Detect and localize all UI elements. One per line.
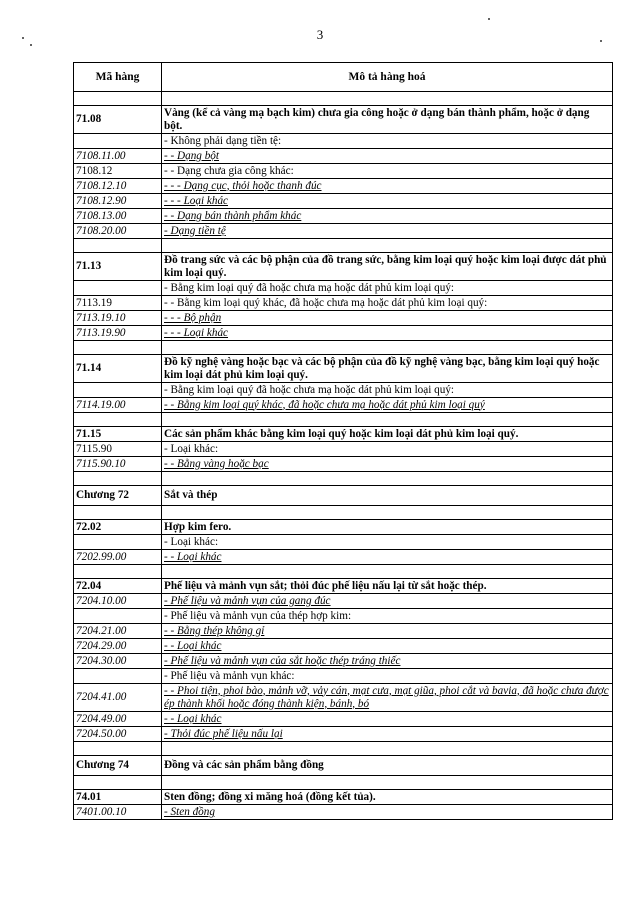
hs-code: 7113.19 (76, 296, 112, 309)
description-text: - Thỏi đúc phế liệu nấu lại (164, 727, 283, 740)
hs-code-cell (74, 805, 162, 820)
hs-code-cell (74, 194, 162, 209)
description-cell (162, 609, 613, 624)
description-text: - - - Dạng cục, thỏi hoặc thanh đúc (164, 179, 322, 192)
header-code: Mã hàng (74, 63, 162, 92)
hs-code-cell (74, 790, 162, 805)
description-cell (162, 134, 613, 149)
description-cell (162, 486, 613, 506)
table-row (74, 486, 613, 506)
hs-code-cell (74, 326, 162, 341)
hs-code-cell (74, 579, 162, 594)
table-row (74, 639, 613, 654)
description-cell (162, 179, 613, 194)
description-cell (162, 550, 613, 565)
description-text: - - Bằng kim loại quý khác, đã hoặc chưa mạ hoặc dát phủ kim loại quý (164, 398, 485, 411)
description-text: - Dạng tiền tệ (164, 224, 226, 237)
table-row (74, 149, 613, 164)
table-row (74, 712, 613, 727)
description-cell (162, 106, 613, 134)
description-cell (162, 149, 613, 164)
description-text: - - Phoi tiện, phoi bào, mảnh vỡ, vảy cán, mạt cưa, mạt giũa, phoi cắt và bavia, đã hoặc chưa được ép thành khối hoặc đóng thành kiện, bánh, bó (164, 684, 609, 710)
description-text: - - Bằng thép không gỉ (164, 624, 265, 637)
description-cell (162, 684, 613, 712)
description-text: Các sản phẩm khác bằng kim loại quý hoặc kim loại dát phủ kim loại quý. (164, 427, 519, 440)
hs-code-cell (74, 427, 162, 442)
hs-code-cell (74, 535, 162, 550)
description-cell (162, 520, 613, 535)
description-cell (162, 253, 613, 281)
hs-code: 71.13 (76, 260, 102, 272)
description-cell (162, 427, 613, 442)
description-text: - Loại khác: (164, 535, 219, 548)
hs-code: 7113.19.10 (76, 311, 126, 324)
hs-code-cell (74, 639, 162, 654)
table-row (74, 296, 613, 311)
hs-code: 74.01 (76, 790, 102, 803)
description-text: - - - Bộ phận (164, 311, 222, 324)
table-row (74, 224, 613, 239)
description-cell (162, 92, 613, 106)
tariff-body (74, 92, 613, 820)
description-cell (162, 296, 613, 311)
hs-code-cell (74, 311, 162, 326)
hs-code-cell (74, 654, 162, 669)
hs-code: 7204.29.00 (76, 639, 127, 652)
table-row (74, 669, 613, 684)
table-row (74, 209, 613, 224)
hs-code: 7204.49.00 (76, 712, 127, 725)
hs-code: 7204.21.00 (76, 624, 127, 637)
hs-code-cell (74, 413, 162, 427)
table-row (74, 594, 613, 609)
table-row (74, 520, 613, 535)
description-text: - Bằng kim loại quý đã hoặc chưa mạ hoặc dát phủ kim loại quý: (164, 281, 455, 294)
description-cell (162, 341, 613, 355)
hs-code-cell (74, 669, 162, 684)
description-text: - - Loại khác (164, 550, 222, 563)
description-cell (162, 224, 613, 239)
table-row (74, 253, 613, 281)
hs-code: 7108.12 (76, 164, 113, 177)
hs-code-cell (74, 520, 162, 535)
scan-speck (600, 40, 602, 42)
table-row (74, 311, 613, 326)
hs-code-cell (74, 106, 162, 134)
table-row (74, 326, 613, 341)
hs-code: 71.15 (76, 427, 102, 440)
table-spacer-row (74, 92, 613, 106)
hs-code-cell (74, 472, 162, 486)
hs-code-cell (74, 164, 162, 179)
description-text: Phế liệu và mảnh vụn sắt; thỏi đúc phế liệu nấu lại từ sắt hoặc thép. (164, 579, 487, 592)
description-cell (162, 239, 613, 253)
hs-code-cell (74, 281, 162, 296)
description-text: - - Loại khác (164, 639, 222, 652)
description-cell (162, 209, 613, 224)
table-row (74, 383, 613, 398)
description-text: - Bằng kim loại quý đã hoặc chưa mạ hoặc dát phủ kim loại quý: (164, 383, 455, 396)
hs-code: 7202.99.00 (76, 550, 127, 563)
description-text: - Sten đồng (164, 805, 215, 818)
hs-code-cell (74, 550, 162, 565)
hs-code-cell (74, 486, 162, 506)
description-cell (162, 398, 613, 413)
description-text: - Phế liệu và mảnh vụn của gang đúc (164, 594, 331, 607)
table-row (74, 805, 613, 820)
header-description: Mô tả hàng hoá (162, 63, 613, 92)
description-cell (162, 624, 613, 639)
hs-code: Chương 74 (76, 759, 130, 771)
description-cell (162, 594, 613, 609)
hs-code-cell (74, 776, 162, 790)
tariff-table (73, 62, 613, 820)
hs-code-cell (74, 565, 162, 579)
description-text: - Không phải dạng tiền tệ: (164, 134, 282, 147)
hs-code: 7108.13.00 (76, 209, 127, 222)
page-number: 3 (316, 27, 324, 42)
hs-code: 7108.12.10 (76, 179, 127, 192)
description-cell (162, 326, 613, 341)
description-text: - - Dạng bột (164, 149, 219, 162)
description-cell (162, 727, 613, 742)
table-spacer-row (74, 413, 613, 427)
table-row (74, 442, 613, 457)
hs-code-cell (74, 624, 162, 639)
table-row (74, 281, 613, 296)
description-text: Vàng (kể cả vàng mạ bạch kim) chưa gia công hoặc ở dạng bán thành phẩm, hoặc ở dạng bột. (164, 106, 590, 132)
hs-code: 7204.30.00 (76, 654, 127, 667)
description-cell (162, 535, 613, 550)
hs-code: Chương 72 (76, 489, 130, 501)
description-text: - Phế liệu và mảnh vụn khác: (164, 669, 295, 682)
description-cell (162, 311, 613, 326)
table-row (74, 164, 613, 179)
table-row (74, 194, 613, 209)
hs-code-cell (74, 756, 162, 776)
description-cell (162, 565, 613, 579)
description-text: - - Dạng bán thành phẩm khác (164, 209, 302, 222)
description-cell (162, 442, 613, 457)
table-spacer-row (74, 506, 613, 520)
table-spacer-row (74, 565, 613, 579)
scan-speck (22, 37, 24, 39)
hs-code: 72.02 (76, 520, 102, 533)
table-row (74, 684, 613, 712)
table-row (74, 790, 613, 805)
hs-code-cell (74, 442, 162, 457)
table-row (74, 106, 613, 134)
hs-code-cell (74, 383, 162, 398)
description-text: Đồ kỹ nghệ vàng hoặc bạc và các bộ phận của đồ kỹ nghệ vàng bạc, bằng kim loại quý hoặc kim loại dát phủ kim loại quý. (164, 355, 600, 381)
hs-code: 7108.11.00 (76, 149, 126, 162)
scan-speck (488, 18, 490, 20)
table-spacer-row (74, 239, 613, 253)
hs-code: 71.14 (76, 362, 102, 374)
description-text: Sắt và thép (164, 489, 218, 501)
description-text: - Loại khác: (164, 442, 219, 455)
table-spacer-row (74, 776, 613, 790)
description-cell (162, 355, 613, 383)
hs-code-cell (74, 609, 162, 624)
hs-code-cell (74, 239, 162, 253)
table-row (74, 398, 613, 413)
hs-code-cell (74, 355, 162, 383)
hs-code: 72.04 (76, 579, 102, 592)
hs-code-cell (74, 253, 162, 281)
hs-code: 7204.10.00 (76, 594, 127, 607)
hs-code: 7108.12.90 (76, 194, 127, 207)
hs-code-cell (74, 506, 162, 520)
description-cell (162, 164, 613, 179)
table-row (74, 427, 613, 442)
description-text: Hợp kim fero. (164, 520, 232, 533)
hs-code-cell (74, 341, 162, 355)
description-cell (162, 472, 613, 486)
description-text: - Phế liệu và mảnh vụn của sắt hoặc thép tráng thiếc (164, 654, 401, 667)
hs-code-cell (74, 224, 162, 239)
table-row (74, 654, 613, 669)
hs-code: 7401.00.10 (76, 805, 127, 818)
hs-code: 7114.19.00 (76, 398, 126, 411)
hs-code-cell (74, 594, 162, 609)
description-text: Đồ trang sức và các bộ phận của đồ trang sức, bằng kim loại quý hoặc kim loại được dát phủ kim loại quý. (164, 253, 607, 279)
description-cell (162, 756, 613, 776)
description-cell (162, 805, 613, 820)
hs-code: 7204.50.00 (76, 727, 127, 740)
description-cell (162, 639, 613, 654)
table-row (74, 550, 613, 565)
description-text: Đồng và các sản phẩm bằng đồng (164, 759, 324, 771)
hs-code-cell (74, 684, 162, 712)
table-row (74, 609, 613, 624)
description-cell (162, 669, 613, 684)
hs-code-cell (74, 296, 162, 311)
description-text: - - - Loại khác (164, 194, 229, 207)
hs-code: 7108.20.00 (76, 224, 127, 237)
scan-speck (30, 44, 32, 46)
hs-code-cell (74, 92, 162, 106)
description-cell (162, 776, 613, 790)
table-row (74, 756, 613, 776)
description-cell (162, 506, 613, 520)
table-row (74, 457, 613, 472)
hs-code-cell (74, 398, 162, 413)
hs-code: 7113.19.90 (76, 326, 126, 339)
description-text: - - Bằng vàng hoặc bạc (164, 457, 269, 470)
description-cell (162, 742, 613, 756)
description-cell (162, 194, 613, 209)
description-text: Sten đồng; đồng xi măng hoá (đồng kết tủa). (164, 790, 376, 803)
table-row (74, 134, 613, 149)
description-cell (162, 383, 613, 398)
hs-code-cell (74, 179, 162, 194)
table-row (74, 579, 613, 594)
table-header-row (74, 63, 613, 92)
hs-code: 7115.90 (76, 442, 112, 455)
table-row (74, 355, 613, 383)
table-spacer-row (74, 472, 613, 486)
table-row (74, 535, 613, 550)
table-spacer-row (74, 742, 613, 756)
description-cell (162, 579, 613, 594)
hs-code: 71.08 (76, 113, 102, 125)
description-cell (162, 712, 613, 727)
table-spacer-row (74, 341, 613, 355)
table-row (74, 179, 613, 194)
table-row (74, 624, 613, 639)
description-text: - - Dạng chưa gia công khác: (164, 164, 294, 177)
hs-code-cell (74, 727, 162, 742)
hs-code-cell (74, 134, 162, 149)
hs-code-cell (74, 209, 162, 224)
description-cell (162, 281, 613, 296)
hs-code-cell (74, 149, 162, 164)
hs-code: 7115.90.10 (76, 457, 126, 470)
description-cell (162, 654, 613, 669)
hs-code-cell (74, 742, 162, 756)
description-cell (162, 790, 613, 805)
description-cell (162, 413, 613, 427)
description-text: - - Loại khác (164, 712, 222, 725)
description-text: - Phế liệu và mảnh vụn của thép hợp kim: (164, 609, 352, 622)
description-text: - - Bằng kim loại quý khác, đã hoặc chưa mạ hoặc dát phủ kim loại quý: (164, 296, 488, 309)
hs-code-cell (74, 712, 162, 727)
hs-code-cell (74, 457, 162, 472)
description-cell (162, 457, 613, 472)
table-row (74, 727, 613, 742)
description-text: - - - Loại khác (164, 326, 229, 339)
hs-code: 7204.41.00 (76, 691, 127, 703)
